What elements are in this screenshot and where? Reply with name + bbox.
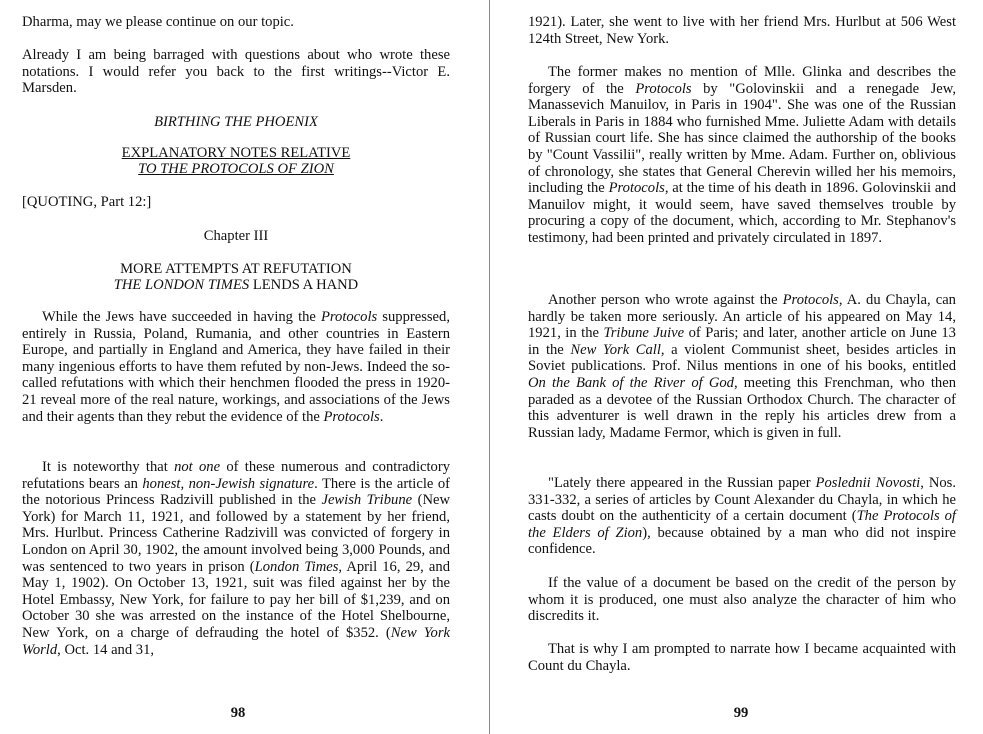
page-gutter — [489, 0, 490, 734]
section-heading: BIRTHING THE PHOENIX — [154, 114, 318, 130]
paragraph: Already I am being barraged with questions about who wrote these notations. I would refer you back to the first writings--Victor E. Marsden. — [22, 47, 450, 97]
right-page — [491, 0, 983, 734]
page-number: 99 — [733, 705, 749, 721]
notes-heading-line-2: TO THE PROTOCOLS OF ZION — [138, 161, 334, 177]
page-number: 98 — [230, 705, 246, 721]
chapter-title-line-2: THE LONDON TIMES LENDS A HAND — [113, 277, 359, 293]
paragraph: That is why I am prompted to narrate how I became acquainted with Count du Chayla. — [528, 641, 956, 674]
chapter-title-line-1: MORE ATTEMPTS AT REFUTATION — [120, 261, 352, 277]
paragraph: 1921). Later, she went to live with her friend Mrs. Hurlbut at 506 West 124th Street, New York. — [528, 14, 956, 47]
paragraph: The former makes no mention of Mlle. Glinka and describes the forgery of the Protocols by "Golovinskii and a renegade Jew, Manassevich Manuilov, in Paris in 1904". She was one of the Russian Liberals in Paris in 1884 who furnished Mme. Juliette Adam with details of Russian court life. She has since claimed the authorship of the books by "Count Vassilii", really written by Mme. Adam. Further on, oblivious of chronology, she states that General Cherevin willed her his memoirs, including the Protocols, at the time of his death in 1896. Golovinskii and Manuilov might, it would seem, have saved themselves trouble by procuring a copy of the document, which, according to Mr. Stephanov's testimony, had been printed and privately circulated in 1897. — [528, 64, 957, 246]
paragraph: If the value of a document be based on the credit of the person by whom it is produced, one must also analyze the character of him who discredits it. — [528, 575, 956, 625]
notes-heading-line-1: EXPLANATORY NOTES RELATIVE — [121, 145, 351, 161]
quoting-marker: [QUOTING, Part 12:] — [22, 194, 152, 210]
paragraph: Another person who wrote against the Protocols, A. du Chayla, can hardly be taken more seriously. An article of his appeared on May 14, 1921, in the Tribune Juive of Paris; and later, another article on June 13 in the New York Call, a violent Communist sheet, besides articles in Soviet publications. Prof. Nilus mentions in one of his books, entitled On the Bank of the River of God, meeting this Frenchman, who then paraded as a devotee of the Russian Orthodox Church. The character of this adventurer is well drawn in the reply his articles drew from a Russian lady, Madame Fermor, which is given in full. — [528, 292, 956, 441]
paragraph: "Lately there appeared in the Russian paper Poslednii Novosti, Nos. 331-332, a series of articles by Count Alexander du Chayla, in which he casts doubt on the authenticity of a certain document (The Protocols of the Elders of Zion), because obtained by a man who did not inspire confidence. — [528, 475, 957, 558]
paragraph: While the Jews have succeeded in having the Protocols suppressed, entirely in Russia, Poland, Rumania, and other countries in Eastern Europe, and partially in England and America, they have failed in their many ingenious efforts to have them refuted by non-Jews. Indeed the so-called refutations with which their henchmen flooded the press in 1920-21 reveal more of the real nature, workings, and associations of the Jews and their agents than they rebut the evidence of the Protocols. — [22, 309, 450, 425]
paragraph: Dharma, may we please continue on our topic. — [22, 14, 294, 30]
left-page — [0, 0, 490, 734]
paragraph: It is noteworthy that not one of these numerous and contradictory refutations bears an honest, non-Jewish signature. There is the article of the notorious Princess Radzivill published in the Jewish Tribune (New York) for March 11, 1921, and followed by a statement by her friend, Mrs. Hurlbut. Princess Catherine Radzivill was convicted of forgery in London on April 30, 1902, the amount involved being 3,000 Pounds, and was sentenced to two years in prison (London Times, April 16, 29, and May 1, 1902). On October 13, 1921, suit was filed against her by the Hotel Embassy, New York, for failure to pay her bill of $1,239, and on October 30 she was arrested on the instance of the Hotel Shelbourne, New York, on a charge of defrauding the hotel of $352. (New York World, Oct. 14 and 31, — [22, 459, 450, 658]
chapter-number: Chapter III — [203, 228, 269, 244]
